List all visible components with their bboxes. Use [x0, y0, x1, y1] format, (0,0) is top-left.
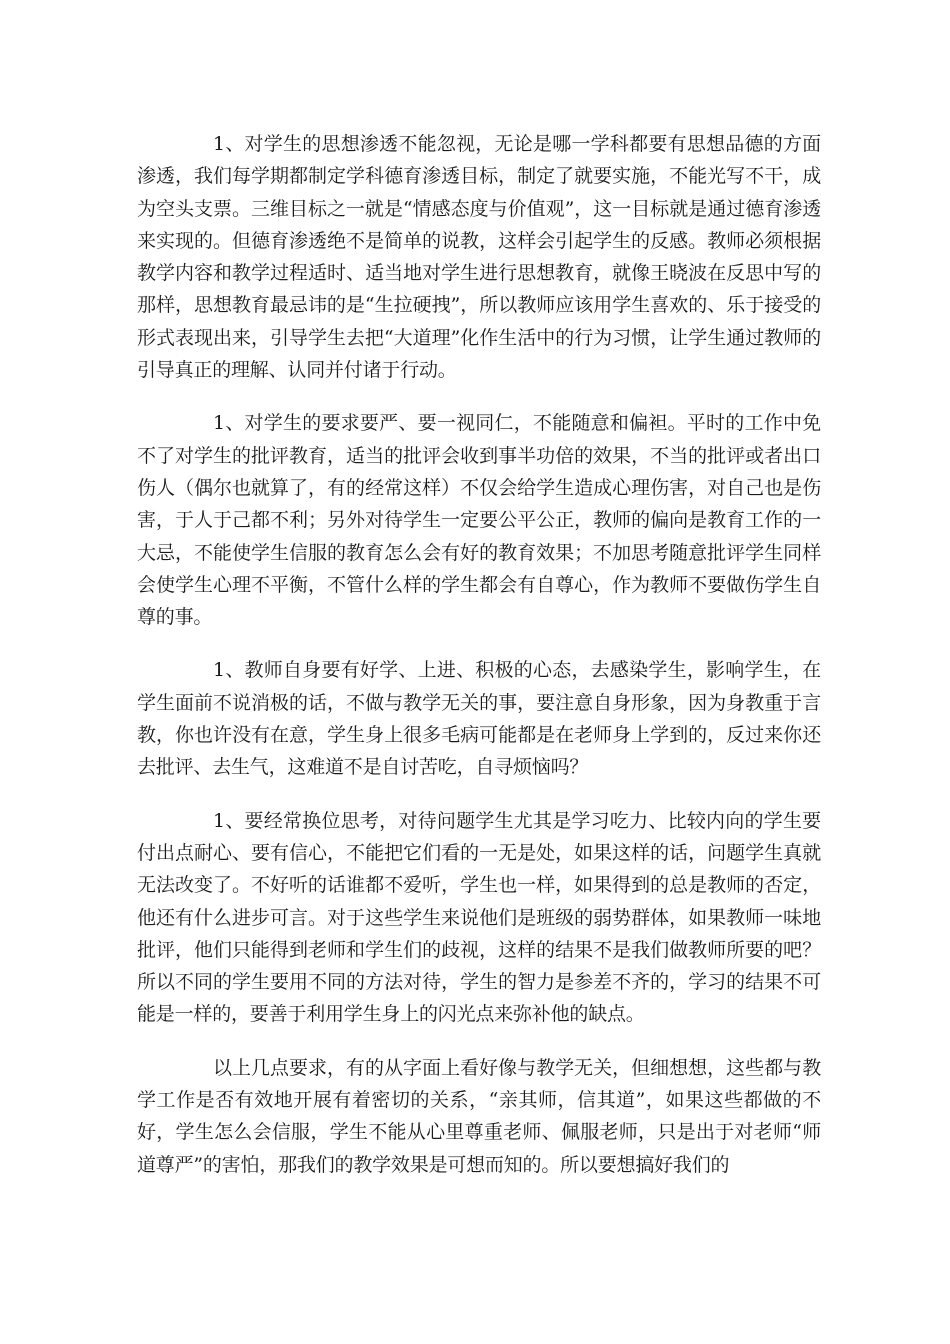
- paragraph-3: 1、教师自身要有好学、上进、积极的心态，去感染学生，影响学生，在学生面前不说消极的话，不做与教学无关的事，要注意自身形象，因为身教重于言教，你也许没有在意，学生身上很多毛病可能都是在老师身上学到的，反过来你还去批评、去生气，这难道不是自讨苦吃，自寻烦恼吗？: [137, 659, 821, 779]
- paragraph-5: 以上几点要求，有的从字面上看好像与教学无关，但细想想，这些都与教学工作是否有效地开展有着密切的关系，“亲其师，信其道”，如果这些都做的不好，学生怎么会信服，学生不能从心里尊重老师、佩服老师，只是出于对老师“师道尊严”的害怕，那我们的教学效果是可想而知的。所以要想搞好我们的: [137, 1056, 821, 1176]
- paragraph-4: 1、要经常换位思考，对待问题学生尤其是学习吃力、比较内向的学生要付出点耐心、要有信心，不能把它们看的一无是处，如果这样的话，问题学生真就无法改变了。不好听的话谁都不爱听，学生也一样，如果得到的总是教师的否定，他还有什么进步可言。对于这些学生来说他们是班级的弱势群体，如果教师一味地批评，他们只能得到老师和学生们的歧视，这样的结果不是我们做教师所要的吧？所以不同的学生要用不同的方法对待，学生的智力是参差不齐的，学习的结果不可能是一样的，要善于利用学生身上的闪光点来弥补他的缺点。: [137, 809, 821, 1026]
- document-body: [137, 128, 821, 1202]
- paragraph-2: 1、对学生的要求要严、要一视同仁，不能随意和偏袒。平时的工作中免不了对学生的批评教育，适当的批评会收到事半功倍的效果，不当的批评或者出口伤人（偶尔也就算了，有的经常这样）不仅会给学生造成心理伤害，对自己也是伤害，于人于己都不利；另外对待学生一定要公平公正，教师的偏向是教育工作的一大忌，不能使学生信服的教育怎么会有好的教育效果；不加思考随意批评学生同样会使学生心理不平衡，不管什么样的学生都会有自尊心，作为教师不要做伤学生自尊的事。: [137, 412, 821, 629]
- paragraph-1: 1、对学生的思想渗透不能忽视，无论是哪一学科都要有思想品德的方面渗透，我们每学期都制定学科德育渗透目标，制定了就要实施，不能光写不干，成为空头支票。三维目标之一就是“情感态度与价值观”，这一目标就是通过德育渗透来实现的。但德育渗透绝不是简单的说教，这样会引起学生的反感。教师必须根据教学内容和教学过程适时、适当地对学生进行思想教育，就像王晓波在反思中写的那样，思想教育最忌讳的是“生拉硬拽”，所以教师应该用学生喜欢的、乐于接受的形式表现出来，引导学生去把“大道理”化作生活中的行为习惯，让学生通过教师的引导真正的理解、认同并付诸于行动。: [137, 133, 821, 382]
